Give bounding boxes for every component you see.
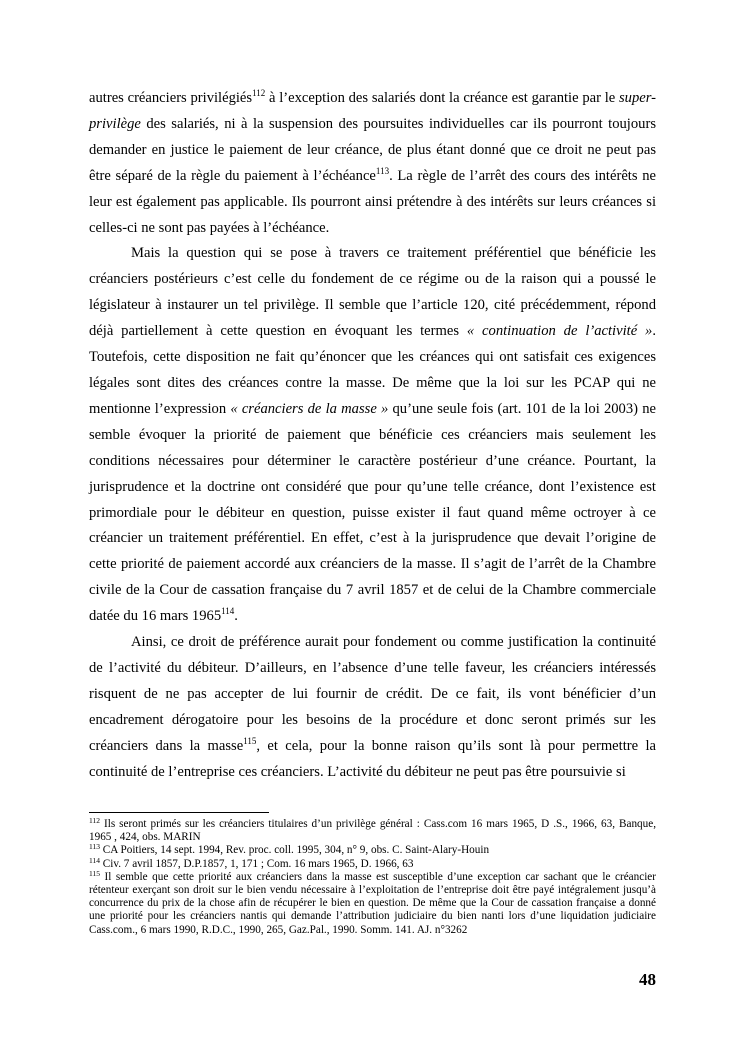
paragraph-2	[89, 241, 656, 630]
text-run: des salariés, ni à la suspension des poursuites individuelles car ils pourront toujours demander en justice le paiement de leur créance, de plus étant donné que ce droit ne peut pas être séparé de la règle du paiement à l’échéance	[89, 115, 656, 184]
footnote-text: Civ. 7 avril 1857, D.P.1857, 1, 171 ; Com. 16 mars 1965, D. 1966, 63	[99, 857, 414, 870]
italic-quote: « créanciers de la masse »	[230, 400, 389, 417]
footnote-number: 115	[89, 868, 100, 878]
footnote-text: Il semble que cette priorité aux créanciers dans la masse est susceptible d’une exception car sachant que le créancier rétenteur exerçant son droit sur le bien vendu nécessaire à l’exploitation de l’entreprise doit être payé intégralement jusqu’à concurrence du prix de la chose afin de récupérer le bien en question. De même que la Cour de cassation française a donné une priorité pour les créanciers nantis qui demande l’attribution judiciaire du bien nanti lors d’une liquidation judiciaire Cass.com., 6 mars 1990, R.D.C., 1990, 265, Gaz.Pal., 1990. Somm. 141. AJ. n°3262	[89, 870, 656, 936]
paragraph-1	[89, 86, 656, 241]
text-run: . La règle de l’arrêt des cours des intérêts ne leur est également pas applicable. Ils pourront ainsi prétendre à des intérêts sur leurs créances si celles-ci ne sont pas payées à l’échéance.	[89, 167, 656, 236]
footnote-ref-114[interactable]: 114	[221, 606, 235, 617]
text-run: à l’exception des salariés dont la créance est garantie par le	[265, 90, 619, 106]
footnote-113	[89, 844, 656, 857]
footnote-114	[89, 855, 656, 871]
footnote-ref-113[interactable]: 113	[375, 165, 390, 176]
text-run: .	[234, 608, 238, 625]
footnote-number: 113	[89, 842, 100, 852]
italic-term: super-privilège	[89, 90, 656, 132]
text-run: Ainsi, ce droit de préférence aurait pour fondement ou comme justification la continuité de l’activité du débiteur. D’ailleurs, en l’absence d’une telle faveur, les créanciers intéressés risquent de ne pas accepter de lui fournir de crédit. De ce fait, ils vont bénéficier d’un encadrement dérogatoire pour les besoins de la procédure et donc seront primés sur les créanciers dans la masse	[89, 634, 656, 754]
footnote-text: CA Poitiers, 14 sept. 1994, Rev. proc. coll. 1995, 304, n° 9, obs. C. Saint-Alary-Houin	[99, 844, 490, 857]
footnote-separator	[89, 812, 269, 813]
footnote-112	[89, 818, 656, 844]
footnote-text: Ils seront primés sur les créanciers titulaires d’un privilège général : Cass.com 16 mars 1965, D .S., 1966, 63, Banque, 1965 , 424, obs. MARIN	[89, 818, 656, 844]
text-run: . Toutefois, cette disposition ne fait qu’énoncer que les créances qui ont satisfait ces exigences légales sont dites des créances contre la masse. De même que la loi sur les PCAP qui ne mentionne l’expression	[89, 323, 656, 417]
footnote-number: 114	[89, 855, 100, 865]
italic-quote: « continuation de l’activité »	[466, 323, 653, 340]
footnotes	[89, 818, 656, 937]
footnote-ref-115[interactable]: 115	[243, 735, 257, 746]
footnote-ref-112[interactable]: 112	[252, 88, 266, 98]
text-run: autres créanciers privilégiés	[89, 90, 253, 106]
text-run: qu’une seule fois (art. 101 de la loi 2003) ne semble évoquer la priorité de paiement que bénéficie ces créanciers mais seulement les conditions nécessaires pour déterminer le caractère postérieur d’une créance. Pourtant, la jurisprudence et la doctrine ont considéré que pour qu’une telle créance, dont l’existence est primordiale pour le débiteur en question, puisse exister il faut quand même octroyer à ce créancier un traitement préférentiel. En effet, c’est à la jurisprudence que devait l’origine de cette priorité de paiement accordé aux créanciers de la masse. Il s’agit de l’arrêt de la Chambre civile de la Cour de cassation française du 7 avril 1857 et de celui de la Chambre commerciale datée du 16 mars 1965	[89, 400, 656, 625]
text-run: Mais la question qui se pose à travers ce traitement préférentiel que bénéficie les créanciers postérieurs c’est celle du fondement de ce régime ou de la raison qui a poussé le législateur à instaurer un tel privilège. Il semble que l’article 120, cité précédemment, répond déjà partiellement à cette question en évoquant les termes	[89, 245, 656, 340]
text-run: , et cela, pour la bonne raison qu’ils sont là pour permettre la continuité de l’entreprise ces créanciers. L’activité du débiteur ne peut pas être poursuivie si	[89, 737, 656, 780]
paragraph-3	[89, 630, 656, 785]
footnote-number: 112	[89, 816, 100, 825]
body-text	[89, 86, 656, 785]
page-number: 48	[639, 970, 656, 989]
footnote-115	[89, 868, 656, 937]
